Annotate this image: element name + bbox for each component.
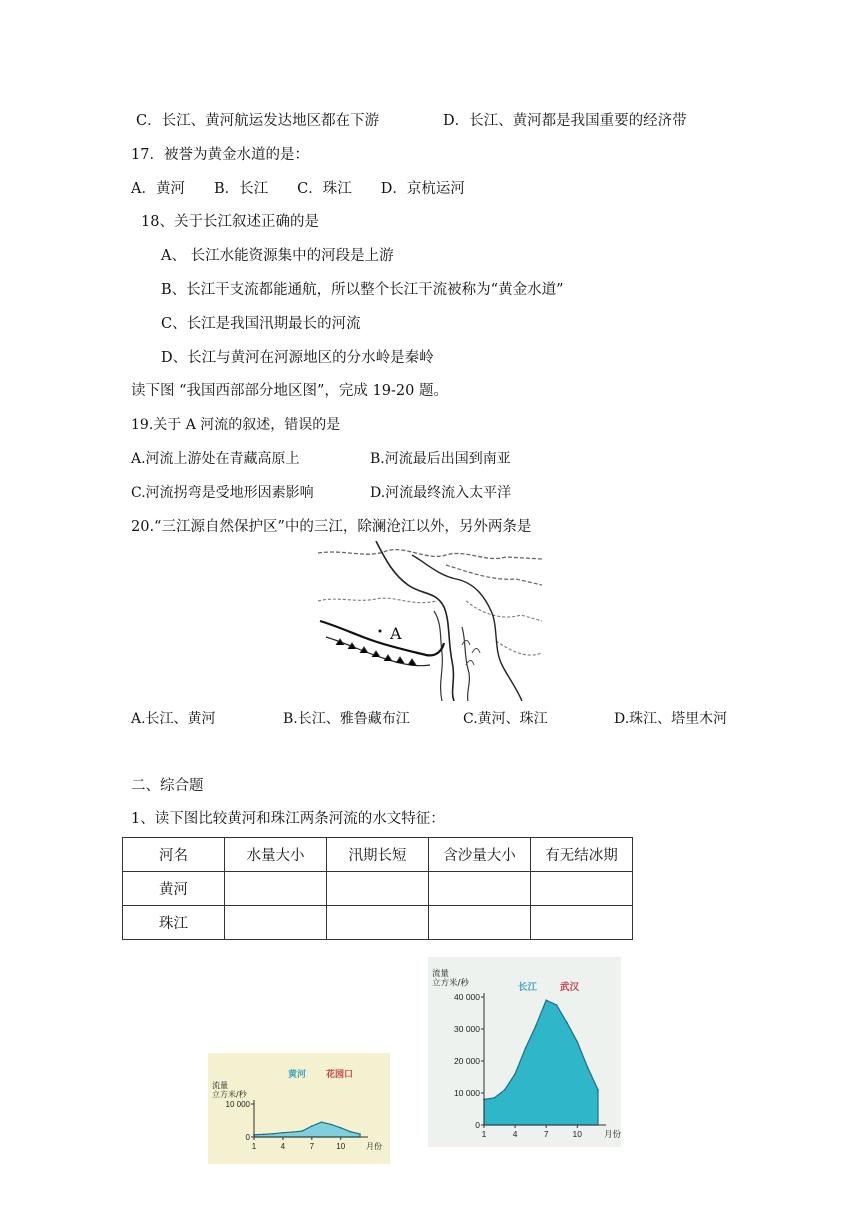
hydrology-table [122, 837, 633, 940]
flow-point [330, 1124, 332, 1126]
flow-point [525, 1047, 527, 1049]
flow-point [576, 1041, 578, 1043]
table-row [123, 872, 633, 906]
yangtze-river-flow-chart [428, 957, 621, 1147]
western-china-map [316, 541, 544, 701]
q16-option-c: C．长江、黄河航运发达地区都在下游 [136, 113, 380, 129]
flow-point [301, 1130, 303, 1132]
flow-point [340, 1127, 342, 1129]
flow-point [494, 1097, 496, 1099]
flow-point [514, 1073, 516, 1075]
table-cell[interactable] [327, 872, 429, 906]
legend-river: 黄河 [288, 1070, 307, 1080]
table-header: 汛期长短 [327, 838, 429, 872]
q20-option-a: A.长江、黄河 [131, 711, 216, 727]
table-cell[interactable] [531, 906, 633, 940]
table-cell[interactable] [225, 872, 327, 906]
x-axis-label: 月份 [604, 1130, 621, 1140]
table-cell[interactable] [429, 872, 531, 906]
y-axis-label: 流量 [212, 1081, 228, 1090]
map-intro: 读下图 “我国西部部分地区图”，完成 19-20 题。 [131, 383, 448, 399]
q20-option-d: D.珠江、塔里木河 [614, 711, 728, 727]
y-tick-label: 0 [245, 1133, 250, 1142]
s2-q1-stem: 1、读下图比较黄河和珠江两条河流的水文特征： [131, 811, 445, 827]
legend-station: 武汉 [560, 982, 580, 993]
flow-point [282, 1132, 284, 1134]
x-tick-label: 10 [336, 1142, 346, 1151]
q17-stem: 17．被誉为黄金水道的是： [131, 147, 309, 163]
q18-option-d: D、长江与黄河在河源地区的分水岭是秦岭 [161, 350, 434, 366]
table-row [123, 906, 633, 940]
table-cell[interactable] [225, 906, 327, 940]
x-tick-label: 10 [572, 1129, 583, 1139]
table-cell[interactable] [429, 906, 531, 940]
flow-point [556, 1004, 558, 1006]
flow-point [587, 1067, 589, 1069]
q18-option-b: B、长江干支流都能通航，所以整个长江干流被称为“黄金水道” [161, 282, 564, 298]
flow-point [350, 1131, 352, 1133]
flow-point [311, 1125, 313, 1127]
yellow-river-flow-chart [208, 1053, 390, 1164]
x-tick-label: 7 [543, 1129, 549, 1139]
q19-stem: 19.关于 A 河流的叙述，错误的是 [131, 417, 341, 433]
q19-option-a: A.河流上游处在青藏高原上 [131, 451, 300, 467]
flow-point [272, 1133, 274, 1135]
x-tick-label: 1 [481, 1129, 487, 1139]
table-header: 水量大小 [225, 838, 327, 872]
y-tick-label: 10 000 [454, 1088, 480, 1098]
y-tick-label: 30 000 [454, 1024, 480, 1034]
y-axis-label: 流量 [432, 969, 450, 979]
q18-stem: 18、关于长江叙述正确的是 [141, 214, 319, 230]
q19-option-d: D.河流最终流入太平洋 [370, 485, 512, 501]
x-tick-label: 4 [280, 1142, 286, 1151]
y-tick-label: 40 000 [454, 992, 480, 1002]
x-axis-label: 月份 [366, 1142, 382, 1151]
flow-point [545, 999, 547, 1001]
x-tick-label: 1 [251, 1142, 257, 1151]
x-tick-label: 7 [309, 1142, 315, 1151]
y-axis-label: 立方米/秒 [432, 978, 469, 989]
y-tick-label: 0 [475, 1120, 480, 1130]
map-label-a: A [390, 624, 402, 643]
table-header: 河名 [123, 838, 225, 872]
y-tick-label: 20 000 [454, 1056, 480, 1066]
q20-option-c: C.黄河、珠江 [463, 711, 548, 727]
table-header: 含沙量大小 [429, 838, 531, 872]
q20-stem: 20.“三江源自然保护区”中的三江，除澜沧江以外，另外两条是 [131, 519, 532, 535]
flow-point [321, 1121, 323, 1123]
y-tick-label: 10 000 [225, 1100, 250, 1109]
legend-station: 花园口 [326, 1070, 354, 1080]
q19-option-c: C.河流拐弯是受地形因素影响 [131, 485, 314, 501]
x-tick-label: 4 [512, 1129, 518, 1139]
flow-point [566, 1022, 568, 1024]
flow-point [597, 1089, 599, 1091]
q16-option-d: D．长江、黄河都是我国重要的经济带 [443, 113, 687, 129]
flow-point [359, 1133, 361, 1135]
table-cell-river: 黄河 [123, 872, 225, 906]
section-2-heading: 二、综合题 [131, 778, 204, 794]
legend-river: 长江 [518, 982, 538, 993]
flow-point [263, 1134, 265, 1136]
table-header: 有无结冰期 [531, 838, 633, 872]
flow-point [504, 1089, 506, 1091]
table-cell-river: 珠江 [123, 906, 225, 940]
q18-option-a: A、 长江水能资源集中的河段是上游 [161, 248, 394, 264]
y-axis-label: 立方米/秒 [212, 1090, 247, 1099]
q19-option-b: B.河流最后出国到南亚 [370, 451, 511, 467]
table-cell[interactable] [327, 906, 429, 940]
q20-option-b: B.长江、雅鲁藏布江 [283, 711, 410, 727]
flow-point [535, 1025, 537, 1027]
q17-options: A．黄河 B．长江 C．珠江 D．京杭运河 [131, 181, 465, 197]
table-cell[interactable] [531, 872, 633, 906]
q18-option-c: C、长江是我国汛期最长的河流 [161, 316, 361, 332]
table-header-row [123, 838, 633, 872]
flow-point [292, 1131, 294, 1133]
